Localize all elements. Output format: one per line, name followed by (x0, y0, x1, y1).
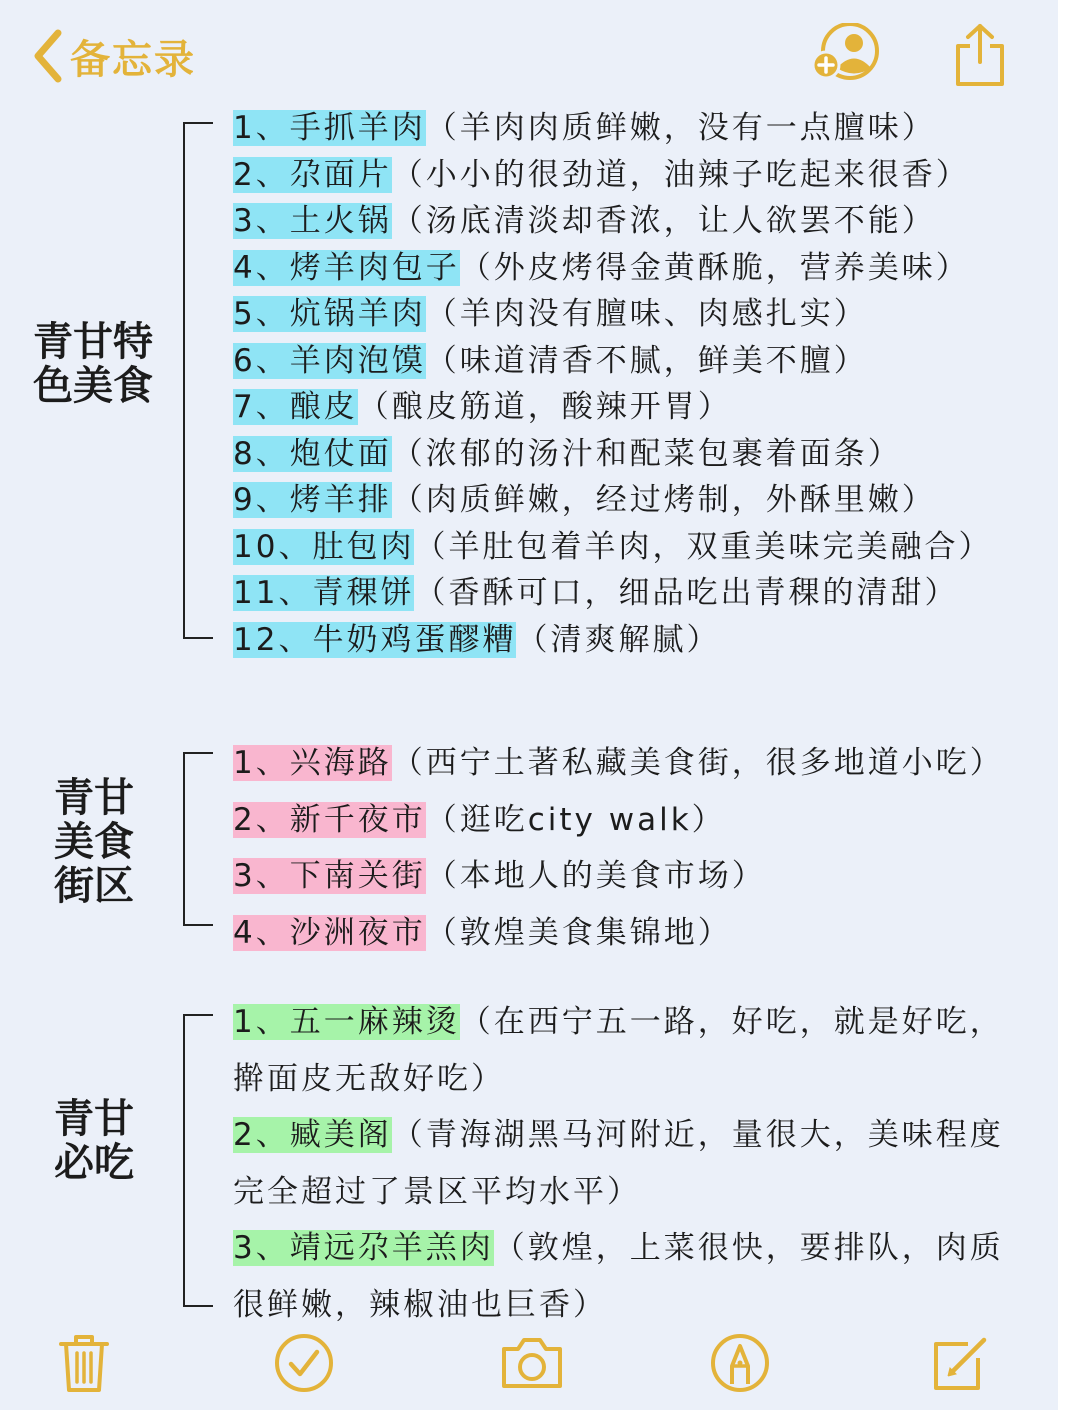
item-name: 2、尕面片 (233, 156, 392, 193)
list-item (233, 1220, 1053, 1333)
item-name: 3、下南关街 (233, 858, 426, 894)
section-title-line: 青甘 (54, 775, 134, 821)
item-desc: （味道清香不腻，鲜美不膻） (425, 342, 868, 379)
item-desc: （羊肉没有膻味、肉感扎实） (425, 296, 868, 332)
camera-icon (498, 1335, 566, 1395)
list-item (233, 617, 992, 664)
item-name: 3、靖远尕羊羔肉 (233, 1230, 494, 1266)
checkmark-circle-icon (273, 1332, 335, 1398)
item-desc: （香酥可口，细品吃出青稞的清甜） (414, 575, 959, 611)
item-name: 4、沙洲夜市 (233, 914, 426, 951)
back-button[interactable] (30, 26, 196, 86)
list-item (233, 384, 992, 431)
list-item (233, 198, 992, 245)
list-item (233, 291, 992, 338)
item-name: 12、牛奶鸡蛋醪糟 (233, 621, 517, 658)
item-desc: （肉质鲜嫩，经过烤制，外酥里嫩） (391, 482, 936, 518)
trash-icon (58, 1332, 110, 1398)
specialty-food-list (233, 105, 992, 663)
item-desc: （羊肚包着羊肉，双重美味完美融合） (414, 528, 993, 565)
list-item (233, 792, 1004, 849)
list-item (233, 152, 992, 199)
list-item (233, 1107, 1053, 1220)
share-icon (952, 22, 1008, 92)
share-people-button[interactable] (806, 22, 886, 92)
chevron-left-icon (30, 27, 64, 85)
delete-button[interactable] (44, 1330, 124, 1400)
back-label: 备忘录 (70, 36, 196, 83)
pen-circle-icon (709, 1332, 771, 1398)
item-desc: （逛吃city walk） (425, 801, 726, 838)
section-title-specialty-food (22, 320, 164, 408)
item-desc-cont: 完全超过了景区平均水平） (233, 1173, 641, 1210)
list-item (233, 994, 1053, 1107)
item-name: 1、兴海路 (233, 745, 392, 781)
item-desc: （清爽解腻） (516, 621, 721, 658)
section-title-line: 街区 (54, 863, 134, 909)
must-eat-list (233, 994, 1053, 1333)
bracket (183, 1014, 213, 1307)
item-name: 4、烤羊肉包子 (233, 249, 460, 286)
item-desc-cont: 很鲜嫩，辣椒油也巨香） (233, 1286, 607, 1323)
item-desc: （西宁土著私藏美食街，很多地道小吃） (391, 745, 1004, 781)
section-title-line: 青甘 (54, 1096, 134, 1142)
bracket (183, 122, 213, 639)
item-desc: （汤底清淡却香浓，让人欲罢不能） (391, 203, 936, 239)
item-name: 9、烤羊排 (233, 482, 392, 518)
list-item (233, 338, 992, 385)
share-button[interactable] (940, 22, 1020, 92)
list-item (233, 570, 992, 617)
item-desc: （小小的很劲道，油辣子吃起来很香） (391, 156, 970, 193)
section-title-line: 青甘特 (33, 319, 153, 365)
add-person-icon (808, 23, 884, 91)
list-item (233, 735, 1004, 792)
section-title-line: 必吃 (54, 1140, 134, 1186)
section-title-line: 色美食 (33, 363, 153, 409)
item-name: 2、臧美阁 (233, 1117, 392, 1153)
list-item (233, 245, 992, 292)
item-desc: （青海湖黑马河附近，量很大，美味程度 (391, 1117, 1004, 1153)
camera-button[interactable] (492, 1330, 572, 1400)
food-streets-list (233, 735, 1004, 961)
item-desc: （在西宁五一路，好吃，就是好吃， (459, 1004, 1004, 1040)
item-name: 5、炕锅羊肉 (233, 296, 426, 332)
item-name: 11、青稞饼 (233, 575, 415, 611)
list-item (233, 431, 992, 478)
section-title-line: 美食 (54, 819, 134, 865)
bracket (183, 752, 213, 926)
item-name: 8、炮仗面 (233, 435, 392, 472)
item-desc: （敦煌，上菜很快，要排队，肉质 (493, 1230, 1004, 1266)
item-desc: （本地人的美食市场） (425, 858, 766, 894)
list-item (233, 477, 992, 524)
item-name: 2、新千夜市 (233, 801, 426, 838)
item-name: 10、肚包肉 (233, 528, 415, 565)
compose-icon (928, 1332, 992, 1398)
list-item (233, 905, 1004, 962)
item-name: 1、五一麻辣烫 (233, 1004, 460, 1040)
item-desc-cont: 擀面皮无敌好吃） (233, 1060, 505, 1097)
markup-button[interactable] (700, 1330, 780, 1400)
item-name: 6、羊肉泡馍 (233, 342, 426, 379)
section-title-food-streets (40, 776, 148, 908)
checklist-button[interactable] (264, 1330, 344, 1400)
compose-button[interactable] (920, 1330, 1000, 1400)
item-name: 7、酿皮 (233, 389, 358, 425)
item-name: 1、手抓羊肉 (233, 110, 426, 146)
item-desc: （浓郁的汤汁和配菜包裹着面条） (391, 435, 902, 472)
list-item (233, 848, 1004, 905)
list-item (233, 524, 992, 571)
section-title-must-eat (40, 1097, 148, 1185)
item-name: 3、土火锅 (233, 203, 392, 239)
item-desc: （外皮烤得金黄酥脆，营养美味） (459, 249, 970, 286)
list-item (233, 105, 992, 152)
item-desc: （羊肉肉质鲜嫩，没有一点膻味） (425, 110, 936, 146)
item-desc: （敦煌美食集锦地） (425, 914, 732, 951)
item-desc: （酿皮筋道，酸辣开胃） (357, 389, 732, 425)
